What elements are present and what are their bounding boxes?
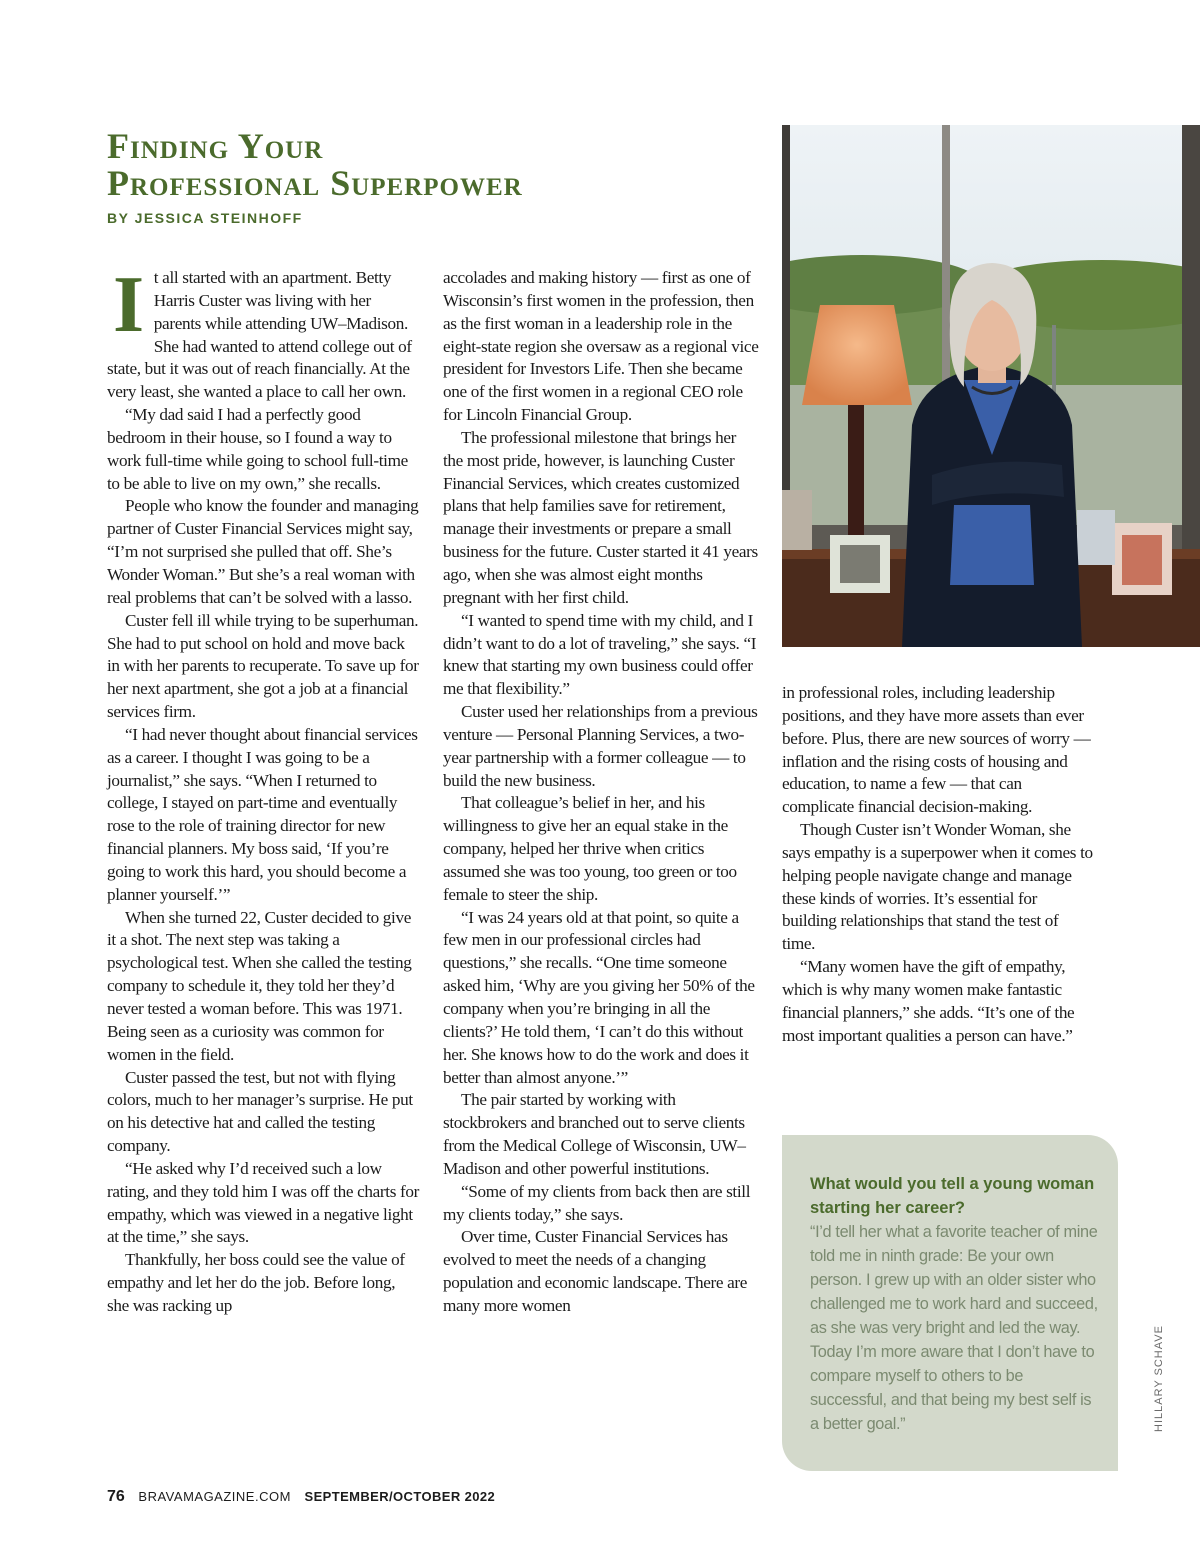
paragraph: Custer fell ill while trying to be superhuman. She had to put school on hold and move back in with her parents to recuperate. To save up for her next apartment, she got a job at a financial services firm. xyxy=(107,610,419,722)
paragraph: Custer used her relationships from a previous venture — Personal Planning Services, a two-year partnership with a former colleague — to build the new business. xyxy=(443,702,758,790)
body-column-1 xyxy=(107,261,420,1318)
photo-credit: HILLARY SCHAVE xyxy=(1153,1325,1165,1432)
drop-cap: I xyxy=(113,261,144,349)
paragraph: That colleague’s belief in her, and his willingness to give her an equal stake in the company, helped her thrive when critics assumed she was too young, too green or too female to steer the ship. xyxy=(443,793,737,904)
paragraph: “My dad said I had a perfectly good bedroom in their house, so I found a way to work full-time while going to school full-time to be able to live on my own,” she recalls. xyxy=(107,405,408,493)
paragraph: The pair started by working with stockbrokers and branched out to serve clients from the Medical College of Wisconsin, UW–Madison and other powerful institutions. xyxy=(443,1090,746,1178)
paragraph: When she turned 22, Custer decided to give it a shot. The next step was taking a psychological test. When she called the testing company to schedule it, they told her they’d never tested a woman before. This was 1971. Being seen as a curiosity was common for women in the field. xyxy=(107,907,412,1064)
paragraph: Though Custer isn’t Wonder Woman, she says empathy is a superpower when it comes to helping people navigate change and manage these kinds of worries. It’s essential for building relationships that stand the test of time. xyxy=(782,820,1093,954)
title-line-2: Professional Superpower xyxy=(107,163,523,203)
paragraph: “He asked why I’d received such a low rating, and they told him I was off the charts for empathy, which was viewed in a negative light at the time,” she says. xyxy=(107,1158,420,1247)
paragraph: The professional milestone that brings her the most pride, however, is launching Custer Financial Services, which creates customized plans that help families save for retirement, manage their investments or prepare a small business for the future. Custer started it 41 years ago, when she was almost eight months pregnant with her first child. xyxy=(443,427,758,607)
paragraph: accolades and making history — first as one of Wisconsin’s first women in the profession, then as the first woman in a leadership role in the eight-state region she oversaw as a regional vice president for Investors Life. Then she became one of the first women in a regional CEO role for Lincoln Financial Group. xyxy=(443,268,759,425)
article-title xyxy=(107,128,777,202)
paragraph: “I wanted to spend time with my child, and I didn’t want to do a lot of traveling,” she says. “I knew that starting my own business could offer me that flexibility.” xyxy=(443,610,757,699)
paragraph: Custer passed the test, but not with flying colors, much to her manager’s surprise. He put on his detective hat and called the testing company. xyxy=(107,1067,413,1156)
sidebar-callout xyxy=(782,1135,1118,1471)
paragraph: in professional roles, including leadership positions, and they have more assets than ever before. Plus, there are new sources of worry — inflation and the rising costs of housing and education, to name a few — that can complicate financial decision-making. xyxy=(782,683,1091,817)
paragraph-text: t all started with an apartment. Betty Harris Custer was living with her parents while attending UW–Madison. She had wanted to attend college out of state, but it was out of reach financially. At the very least, she wanted a place to call her own. xyxy=(107,268,412,402)
footer-site: BRAVAMAGAZINE.COM xyxy=(138,1489,291,1504)
paragraph: People who know the founder and managing partner of Custer Financial Services might say, “I’m not surprised she pulled that off. She’s Wonder Woman.” But she’s a real woman with real problems that can’t be solved with a lasso. xyxy=(107,496,419,607)
paragraph xyxy=(107,261,419,404)
paragraph: “I was 24 years old at that point, so quite a few men in our professional circles had questions,” she recalls. “One time someone asked him, ‘Why are you giving her 50% of the company when you’re bringing in all the clients?’ He told them, ‘I can’t do this without her. She knows how to do the work and does it better than almost anyone.’” xyxy=(443,907,755,1087)
paragraph: Over time, Custer Financial Services has evolved to meet the needs of a changing population and economic landscape. There are many more women xyxy=(443,1227,748,1315)
page-number: 76 xyxy=(107,1488,125,1505)
paragraph: Thankfully, her boss could see the value of empathy and let her do the job. Before long, she was racking up xyxy=(107,1250,405,1315)
portrait-photo xyxy=(782,125,1200,647)
footer-issue: SEPTEMBER/OCTOBER 2022 xyxy=(304,1489,496,1504)
sidebar-answer: “I’d tell her what a favorite teacher of mine told me in ninth grade: Be your own person. I grew up with an older sister who challenged me to work hard and succeed, as she was very bright and led the way. Today I’m more aware that I don’t have to compare myself to others to be successful, and that being my best self is a better goal.” xyxy=(810,1223,1098,1433)
body-column-2 xyxy=(443,267,759,1318)
paragraph: “Some of my clients from back then are still my clients today,” she says. xyxy=(443,1181,751,1224)
sidebar-question: What would you tell a young woman starting her career? xyxy=(810,1175,1095,1217)
title-line-1: Finding Your xyxy=(107,126,324,166)
byline: BY JESSICA STEINHOFF xyxy=(107,210,303,226)
paragraph: “I had never thought about financial services as a career. I thought I was going to be a journalist,” she says. “When I returned to college, I stayed on part-time and eventually rose to the role of training director for new financial planners. My boss said, ‘If you’re going to work this hard, you should become a planner yourself.’” xyxy=(107,724,418,904)
body-column-3 xyxy=(782,682,1094,1048)
page-footer xyxy=(107,1488,495,1506)
paragraph: “Many women have the gift of empathy, which is why many women make fantastic financial planners,” she adds. “It’s one of the most important qualities a person can have.” xyxy=(782,957,1075,1045)
